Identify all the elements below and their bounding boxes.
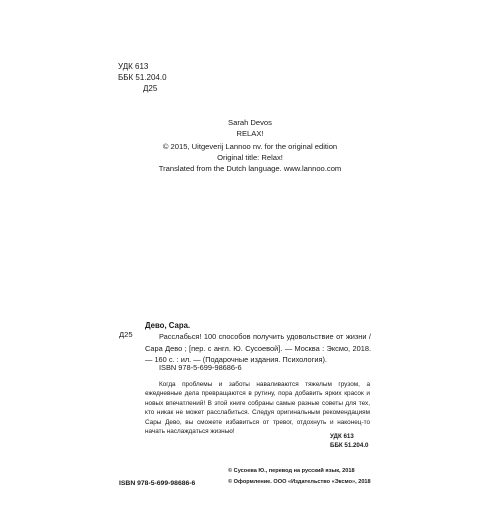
- classification-bottom: [330, 433, 370, 451]
- copyright-translation: © Сусоева Ю., перевод на русский язык, 2018: [228, 468, 355, 474]
- annotation-text: Когда проблемы и заботы наваливаются тяжелым грузом, а ежедневные дела превращаются в рутину, пора добавить ярких красок и новых впечатлений! В этой книге собраны самые разные советы для тех, кто никак не может расслабиться. Следуя оригинальным рекомендациям Сары Дево, вы сможете избавиться от тревог, отдохнуть и наконец-то начать наслаждаться жизнью!: [145, 381, 370, 436]
- bibliographic-description: Расслабься! 100 способов получить удовольствие от жизни / Сара Дево ; [пер. с англ. Ю. Сусоевой]. — Москва : Эксмо, 2018. — 160 с. : ил. — (Подарочные издания. Психология).: [145, 332, 371, 364]
- imprint-copyright: © 2015, Uitgeverij Lannoo nv. for the original edition: [162, 142, 338, 151]
- imprint-rights-block: [0, 141, 500, 174]
- udk-code-bottom: УДК 613: [330, 433, 354, 440]
- bbk-code: ББК 51.204.0: [118, 73, 167, 82]
- classification-top: [118, 61, 167, 94]
- author-mark: Д25: [143, 84, 158, 93]
- udk-code: УДК 613: [118, 62, 149, 71]
- bibliographic-code: Д25: [119, 330, 133, 339]
- bibliographic-author: Дево, Сара.: [145, 321, 191, 330]
- imprint-translation: Translated from the Dutch language. www.lannoo.com: [158, 164, 342, 173]
- footer-copyrights: [228, 466, 371, 488]
- bibliographic-record: [145, 320, 371, 365]
- bbk-code-bottom: ББК 51.204.0: [330, 441, 369, 449]
- footer-isbn: ISBN 978-5-699-98686-6: [119, 480, 196, 487]
- copyright-design: © Оформление. ООО «Издательство «Эксмо», 2018: [228, 479, 371, 485]
- imprint-title-block: [0, 117, 500, 139]
- imprint-author: Sarah Devos: [228, 118, 272, 127]
- bibliographic-isbn: ISBN 978-5-699-98686-6: [159, 363, 242, 372]
- imprint-original-title: Original title: Relax!: [217, 153, 283, 162]
- imprint-title: RELAX!: [236, 129, 264, 138]
